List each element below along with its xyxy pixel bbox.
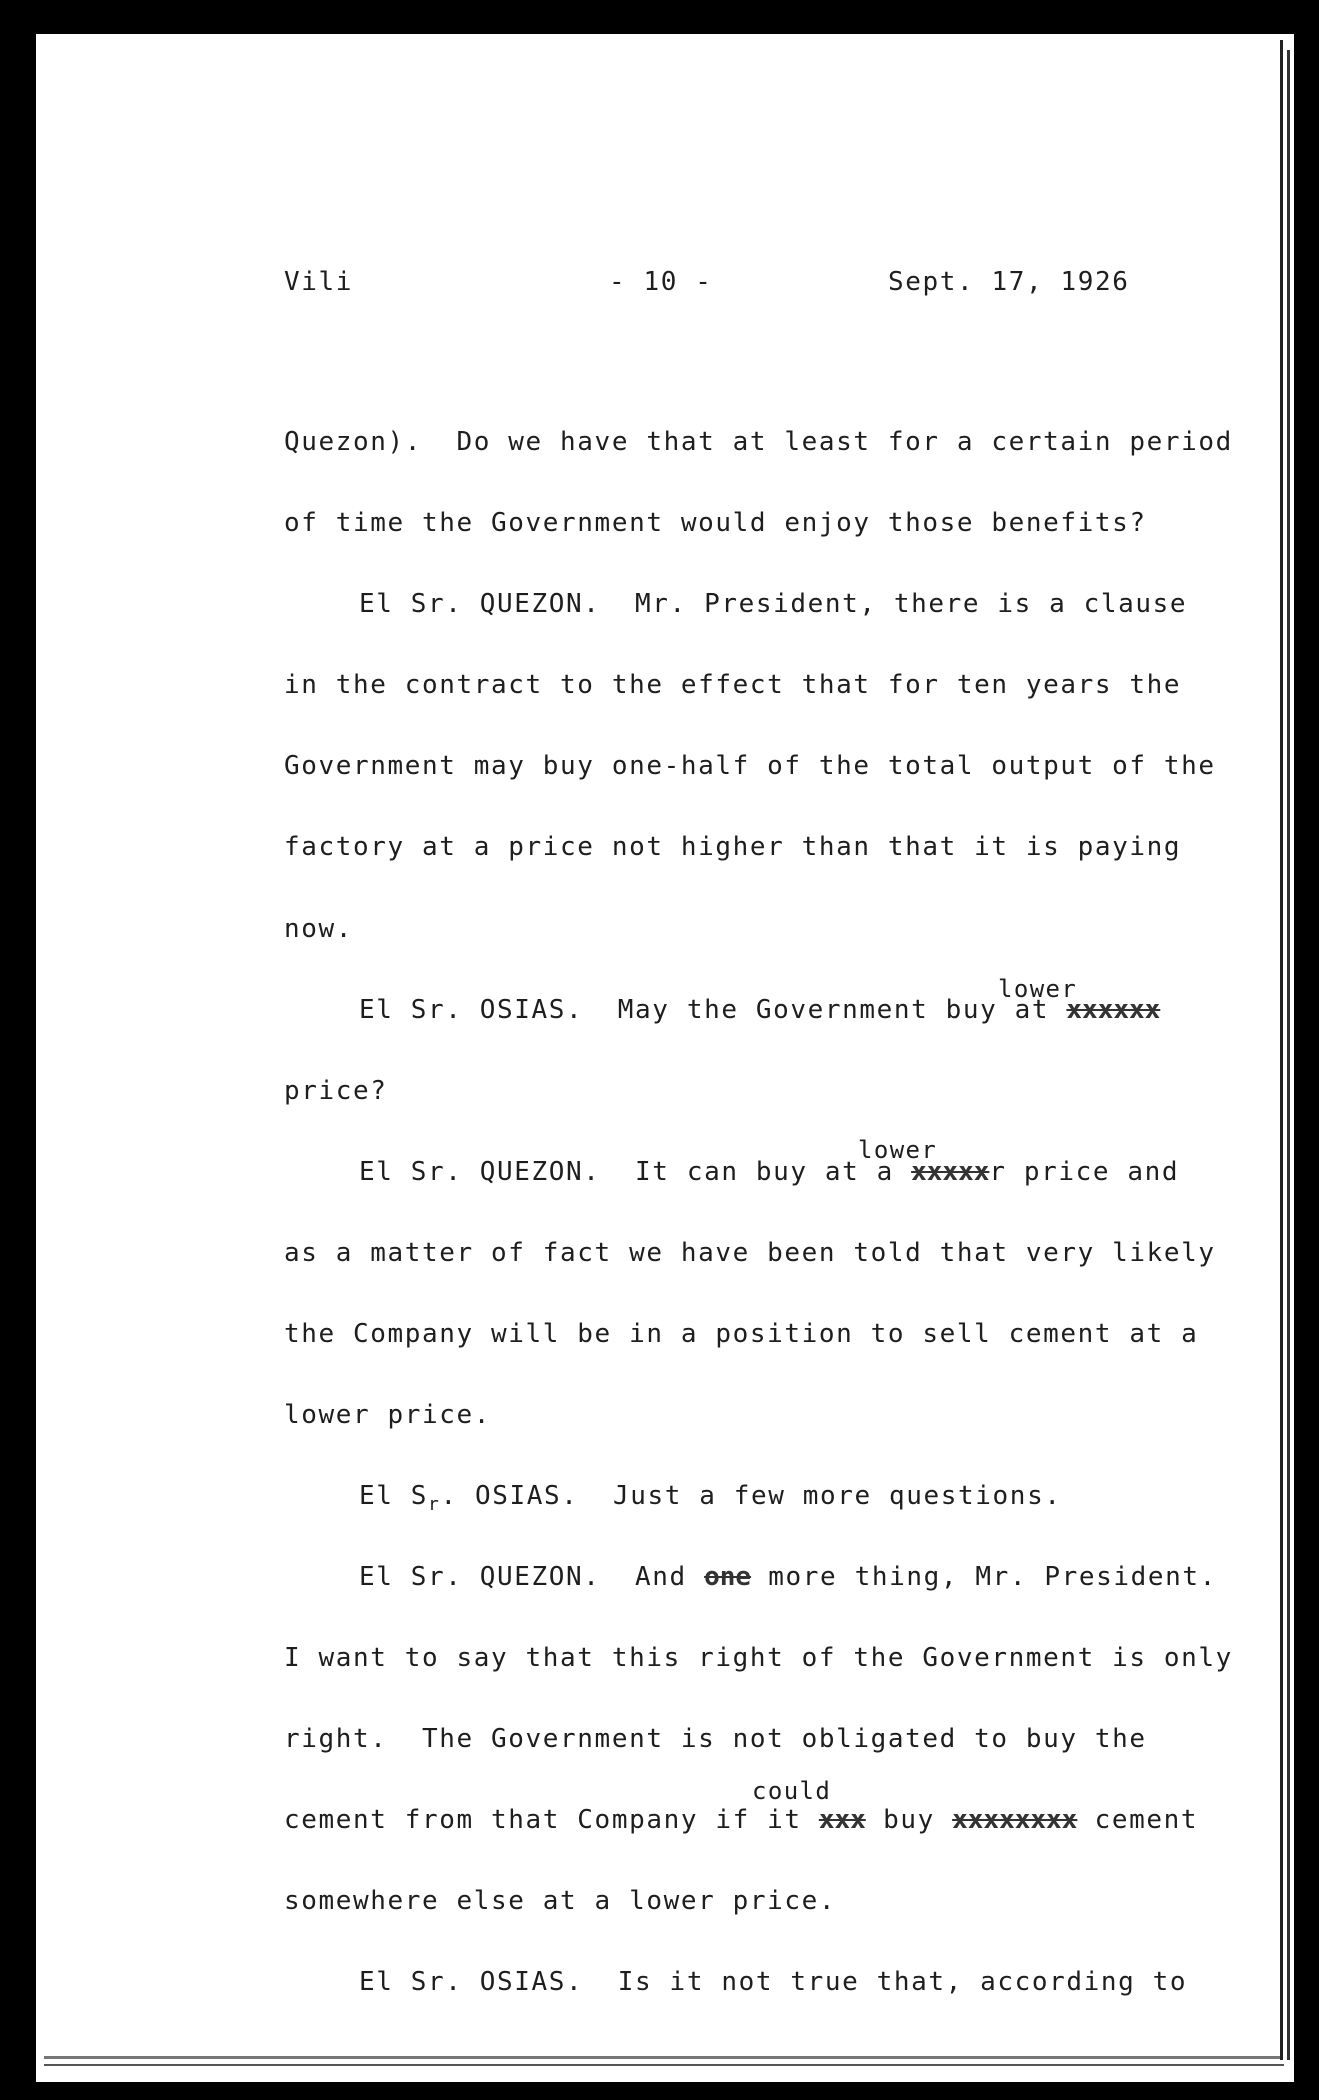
text-line: factory at a price not higher than that it is paying — [284, 832, 1182, 862]
text-segment: El Sr. QUEZON. It can buy at a — [359, 1157, 912, 1187]
text-line: Quezon). Do we have that at least for a certain period — [284, 427, 1233, 457]
text-line — [359, 1157, 1179, 1187]
scan-border-right — [1294, 0, 1319, 2100]
text-segment: El Sr. OSIAS. May the Government buy at — [359, 995, 1067, 1025]
text-line: Government may buy one-half of the total output of the — [284, 751, 1216, 781]
struck-out-text: xxxxxxxx — [952, 1805, 1078, 1835]
text-line: in the contract to the effect that for ten years the — [284, 670, 1182, 700]
paper-edge — [1287, 50, 1290, 2060]
struck-out-text: one — [704, 1562, 752, 1592]
text-segment: r price and — [989, 1157, 1180, 1187]
struck-out-text: xxx — [818, 1805, 866, 1835]
text-segment: cement — [1077, 1805, 1199, 1835]
scan-border-bottom — [0, 2082, 1319, 2100]
text-segment: El Sr. QUEZON. And — [359, 1562, 705, 1592]
subscript-text: r — [428, 1494, 441, 1515]
text-segment: . OSIAS. Just a few more questions. — [440, 1481, 1062, 1511]
text-line: somewhere else at a lower price. — [284, 1886, 837, 1916]
scan-border-top — [0, 0, 1319, 34]
struck-out-text: xxxxx — [911, 1157, 990, 1187]
header-initials: Vili — [284, 267, 354, 297]
struck-out-text: xxxxxx — [1066, 995, 1161, 1025]
paper-edge — [44, 2056, 1280, 2059]
text-line: El Sr. OSIAS. Is it not true that, according to — [359, 1967, 1188, 1997]
text-line: of time the Government would enjoy those benefits? — [284, 508, 1147, 538]
text-line — [359, 995, 1160, 1025]
handwritten-insertion: could — [752, 1777, 832, 1805]
text-segment: more thing, Mr. President. — [751, 1562, 1217, 1592]
text-line — [284, 1805, 1198, 1835]
text-line: the Company will be in a position to sell cement at a — [284, 1319, 1199, 1349]
text-segment: El S — [359, 1481, 429, 1511]
paper-edge — [44, 2064, 1284, 2066]
text-line — [359, 1481, 1062, 1520]
paper-edge — [1280, 40, 1283, 2060]
text-segment: cement from that Company if it — [284, 1805, 819, 1835]
text-line: as a matter of fact we have been told that very likely — [284, 1238, 1216, 1268]
header-date: Sept. 17, 1926 — [888, 267, 1130, 297]
text-line: I want to say that this right of the Government is only — [284, 1643, 1233, 1673]
text-line: now. — [284, 914, 354, 944]
text-line: price? — [284, 1076, 388, 1106]
text-line: lower price. — [284, 1400, 492, 1430]
text-line — [359, 1562, 1217, 1592]
text-segment: buy — [865, 1805, 953, 1835]
scan-border-left — [0, 0, 36, 2100]
handwritten-insertion: lower — [858, 1136, 938, 1164]
handwritten-insertion: lower — [998, 975, 1078, 1003]
page-number: - 10 - — [609, 267, 713, 297]
text-line: right. The Government is not obligated to buy the — [284, 1724, 1147, 1754]
text-line: El Sr. QUEZON. Mr. President, there is a clause — [359, 589, 1188, 619]
